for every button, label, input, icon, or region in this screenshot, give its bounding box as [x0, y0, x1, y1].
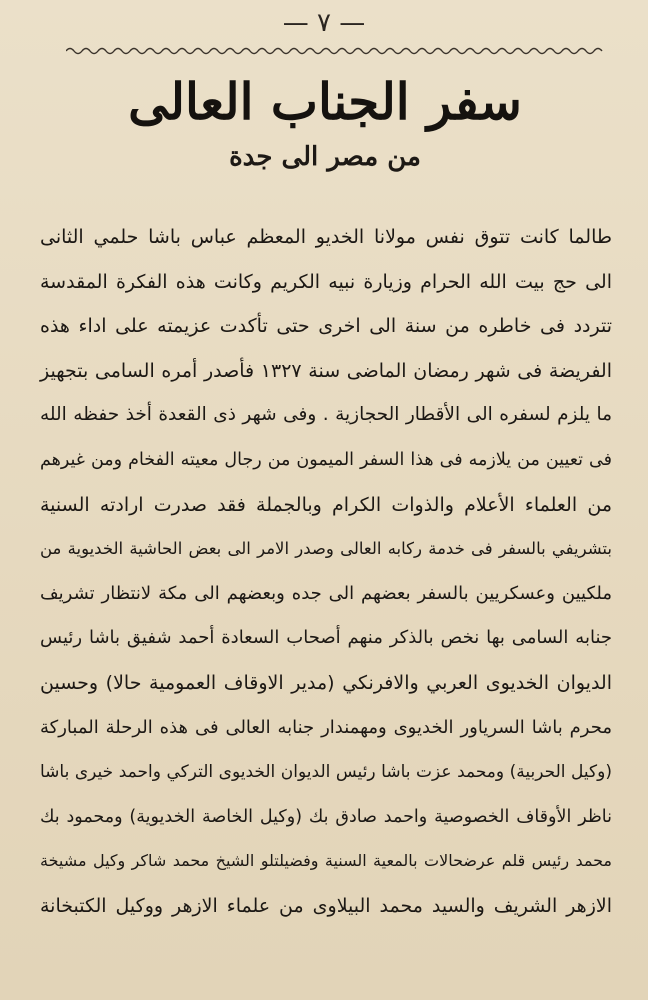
wavy-divider [66, 44, 606, 58]
chapter-subtitle: من مصر الى جدة [229, 142, 421, 172]
page-number: — ٧ — [282, 8, 366, 38]
text-line: تتردد فى خاطره من سنة الى اخرى حتى تأكدت عزيمته على اداء هذه [40, 315, 612, 338]
text-line: ما يلزم لسفره الى الأقطار الحجازية . وفى شهر ذى القعدة أخذ حفظه الله [40, 404, 612, 426]
text-line: الديوان الخديوى العربي والافرنكي (مدير الاوقاف العمومية حالا) وحسين [40, 671, 612, 694]
text-line: محرم باشا السرياور الخديوى ومهمندار جنابه العالى فى هذه الرحلة المباركة [40, 716, 612, 738]
text-line: من العلماء الأعلام والذوات الكرام وبالجملة فقد صدرت ارادته السنية [40, 493, 612, 516]
text-line: بتشريفي بالسفر فى خدمة ركابه العالى وصدر الامر الى بعض الحاشية الخديوية من [40, 539, 612, 559]
text-line: ناظر الأوقاف الخصوصية واحمد صادق بك (وكيل الخاصة الخديوية) ومحمود بك [40, 806, 612, 827]
chapter-title: سفر الجناب العالى [128, 72, 522, 131]
text-line: طالما كانت تتوق نفس مولانا الخديو المعظم عباس باشا حلمي الثانى [40, 226, 612, 248]
text-line: الفريضة فى شهر رمضان الماضى سنة ١٣٢٧ فأصدر أمره السامى بتجهيز [40, 359, 612, 382]
text-line: الى حج بيت الله الحرام وزيارة نبيه الكريم وكانت هذه الفكرة المقدسة [40, 270, 612, 293]
text-line: الازهر الشريف والسيد محمد البيلاوى من علماء الازهر ووكيل الكتبخانة [40, 894, 612, 917]
body-text [40, 215, 612, 929]
text-line: (وكيل الحربية) ومحمد عزت باشا رئيس الديوان الخديوى التركي واحمد خيرى باشا [40, 762, 612, 783]
text-line: محمد رئيس قلم عرضحالات بالمعية السنية وفضيلتلو الشيخ محمد شاكر وكيل مشيخة [40, 851, 612, 871]
text-line: ملكيين وعسكريين بالسفر بعضهم الى جده وبعضهم الى مكة لانتظار تشريف [40, 582, 612, 604]
text-line: جنابه السامى بها نخص بالذكر منهم أصحاب السعادة أحمد شفيق باشا رئيس [40, 627, 612, 649]
text-line: فى تعيين من يلازمه فى هذا السفر الميمون من رجال معيته الفخام ومن غيرهم [40, 449, 612, 470]
